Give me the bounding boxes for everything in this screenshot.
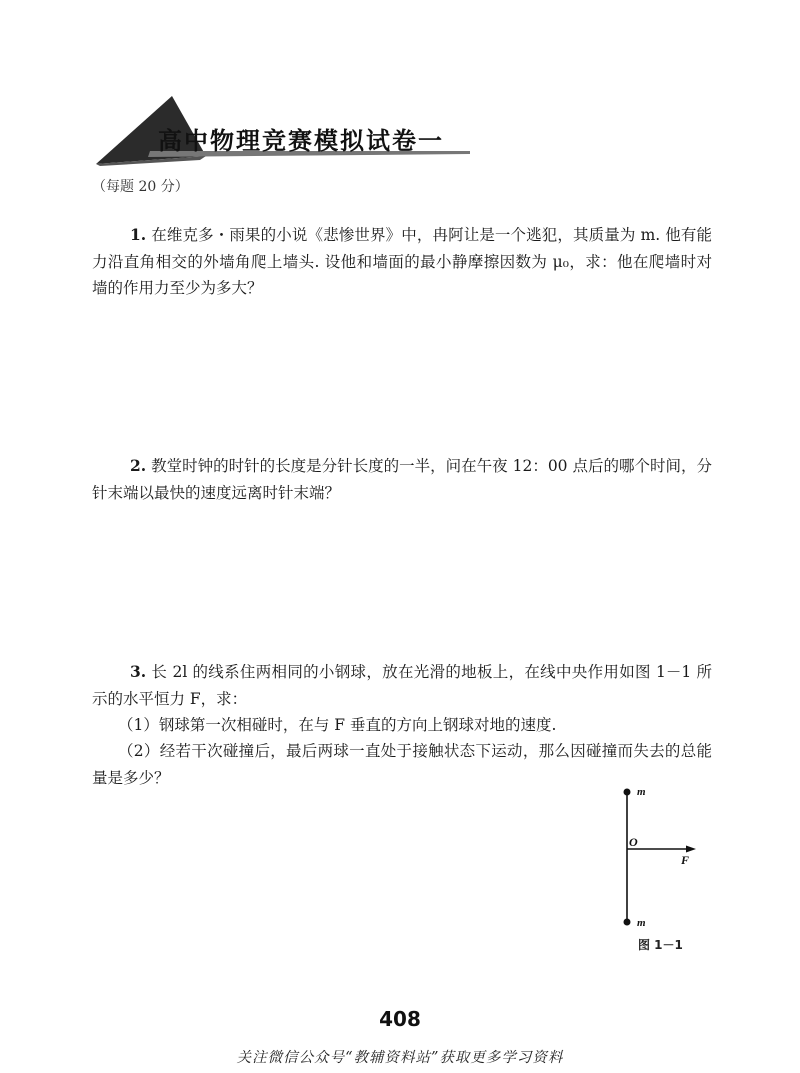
- problem-3: [92, 659, 712, 712]
- label-center-point: O: [629, 835, 638, 849]
- page-number: 408: [379, 1007, 421, 1031]
- figure-1-1: [600, 780, 720, 960]
- label-top-mass: m: [637, 786, 646, 798]
- problem-3-part-1-text: （1）钢球第一次相碰时，在与 F 垂直的方向上钢球对地的速度.: [118, 716, 557, 734]
- problem-1: [92, 222, 712, 302]
- page-title: 高中物理竞赛模拟试卷一: [158, 127, 444, 155]
- problem-2-text: 教堂时钟的时针的长度是分针长度的一半，问在午夜 12：00 点后的哪个时间，分针末端以最快的速度远离时针末端？: [92, 457, 712, 502]
- problem-3-number: 3.: [130, 662, 147, 681]
- label-force: F: [681, 853, 690, 867]
- figure-caption: 图 1－1: [638, 938, 683, 952]
- force-arrow-head: [686, 846, 696, 853]
- problem-1-number: 1.: [130, 225, 147, 244]
- problem-3-part-1: [92, 712, 712, 739]
- label-bottom-mass: m: [637, 917, 646, 929]
- problem-3-text: 长 2l 的线系住两相同的小钢球，放在光滑的地板上，在线中央作用如图 1－1 所示的水平恒力 F，求：: [92, 663, 712, 708]
- problem-1-text: 在维克多・雨果的小说《悲惨世界》中，冉阿让是一个逃犯，其质量为 m. 他有能力沿直角相交的外墙角爬上墙头. 设他和墙面的最小静摩擦因数为 μ₀，求：他在爬墙时对墙的作用力至少为多大？: [92, 226, 713, 297]
- score-note: （每题 20 分）: [92, 179, 189, 195]
- ball-top: [624, 789, 631, 796]
- problem-2-number: 2.: [130, 456, 147, 475]
- problem-3-part-2-text: （2）经若干次碰撞后，最后两球一直处于接触状态下运动，那么因碰撞而失去的总能量是多少？: [92, 742, 712, 787]
- ball-bottom: [624, 919, 631, 926]
- footer-note: 关注微信公众号“教辅资料站”获取更多学习资料: [236, 1050, 564, 1066]
- problem-2: [92, 453, 712, 506]
